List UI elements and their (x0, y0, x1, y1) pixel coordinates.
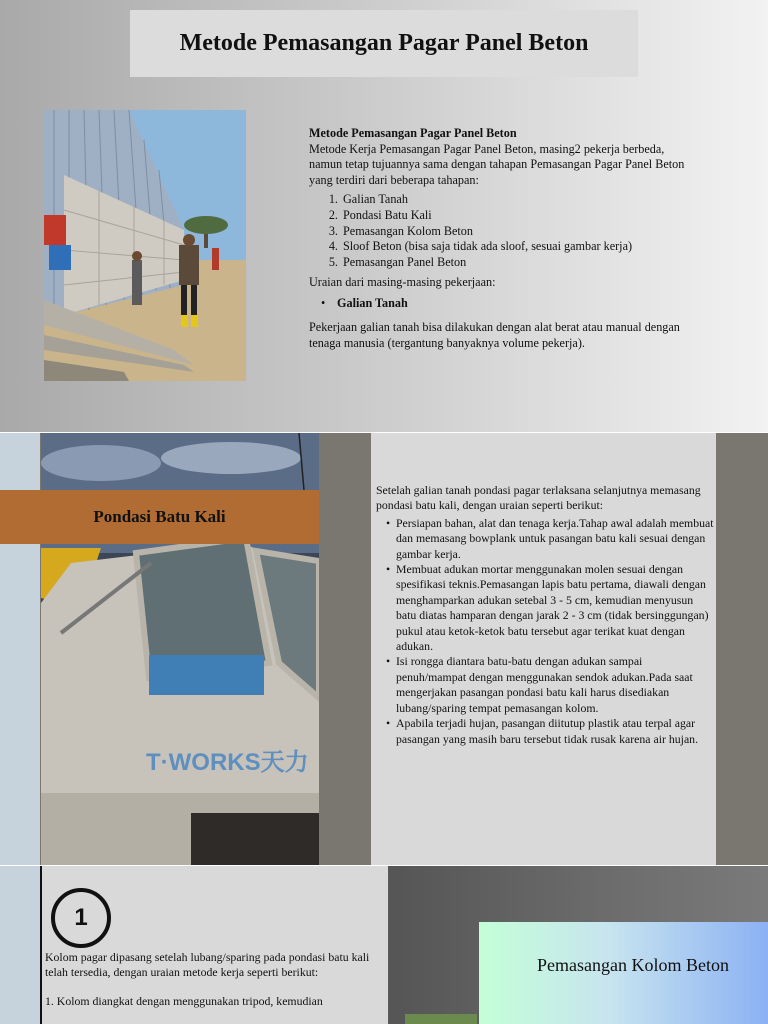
pondasi-banner (0, 490, 319, 544)
list-item: 5. Pemasangan Panel Beton (341, 255, 699, 271)
kolom-text (45, 950, 385, 1010)
slide-pondasi-batu-kali (0, 433, 768, 865)
banner-title: Pondasi Batu Kali (93, 507, 226, 526)
page-title: Metode Pemasangan Pagar Panel Beton (179, 30, 589, 56)
bullet-list (309, 296, 699, 312)
list-item: 2. Pondasi Batu Kali (341, 208, 699, 224)
construction-site-photo (44, 110, 246, 381)
bullet-list (376, 516, 714, 747)
list-item: • Membuat adukan mortar menggunakan molen sesuai dengan spesifikasi teknis.Pemasangan lapis batu pertama, diawali dengan menghamparkan adukan setebal 3 - 5 cm, kemudian menyusun batu diatas hamparan dengan jarak 2 - 3 cm (tidak bersinggungan) pukul atau ketok-ketok batu tersebut agar terikat kuat dengan adukan. (396, 562, 714, 654)
intro-paragraph: Setelah galian tanah pondasi pagar terlaksana selanjutnya memasang pondasi batu kali, dengan uraian seperti berikut: (376, 483, 701, 513)
list-item: 3. Pemasangan Kolom Beton (341, 224, 699, 240)
list-item: 4. Sloof Beton (bisa saja tidak ada sloof, sesuai gambar kerja) (341, 239, 699, 255)
step-number: 1 (74, 904, 88, 931)
list-item: • Apabila terjadi hujan, pasangan diitutup plastik atau terpal agar pasangan yang masih baru tersebut tidak rusak karena air hujan. (396, 716, 714, 747)
banner-title: Pemasangan Kolom Beton (537, 955, 729, 975)
left-strip (0, 866, 40, 1024)
step-number-badge (51, 888, 111, 948)
galian-paragraph: Pekerjaan galian tanah bisa dilakukan dengan alat berat atau manual dengan tenaga manusia (tergantung banyaknya volume pekerja). (309, 320, 680, 350)
photo-strip (405, 1014, 477, 1024)
intro-paragraph: Metode Kerja Pemasangan Pagar Panel Beton, masing2 pekerja berbeda, namun tetap tujuannya sama dengan tahapan Pemasangan Pagar Panel Beton yang terdiri dari beberapa tahapan: (309, 141, 685, 187)
pondasi-text (376, 483, 714, 747)
step-item: 1. Kolom diangkat dengan menggunakan tripod, kemudian (45, 994, 323, 1009)
slide-galian-tanah (0, 0, 768, 432)
slide-pemasangan-kolom (0, 866, 768, 1024)
title-box (130, 10, 638, 77)
kolom-banner (479, 922, 768, 1024)
steps-list (309, 192, 699, 271)
list-item: • Persiapan bahan, alat dan tenaga kerja.Tahap awal adalah membuat dan memasang bowplank untuk pasangan batu kali sesuai dengan gambar kerja. (396, 516, 714, 562)
list-item: 1. Galian Tanah (341, 192, 699, 208)
intro-paragraph: Kolom pagar dipasang setelah lubang/sparing pada pondasi batu kali telah tersedia, dengan uraian metode kerja seperti berikut: (45, 950, 370, 980)
crane-brand-text: T·WORKS天力 (146, 749, 309, 776)
uraian-paragraph: Uraian dari masing-masing pekerjaan: (309, 274, 496, 289)
section-heading: Metode Pemasangan Pagar Panel Beton (309, 126, 517, 140)
list-item: • Isi rongga diantara batu-batu dengan adukan sampai penuh/mampat dengan menggunakan sendok adukan.Pada saat mengerjakan pasangan pondasi batu kali harus disediakan lubang/sparing tempat pemasangan kolom. (396, 654, 714, 716)
galian-tanah-text (309, 126, 699, 351)
list-item: • Galian Tanah (337, 296, 699, 312)
